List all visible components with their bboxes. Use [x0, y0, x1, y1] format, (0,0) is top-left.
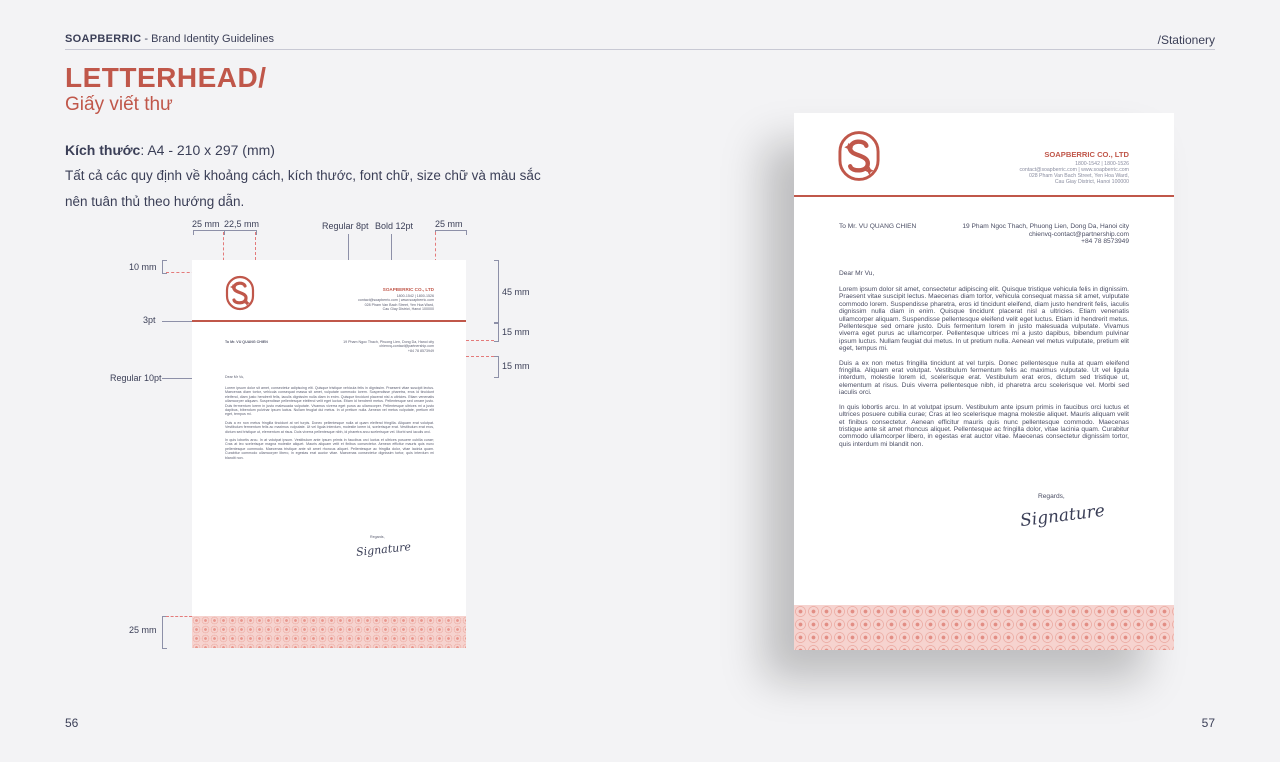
header-section: /Stationery: [1157, 33, 1215, 47]
company-contact-large: 1800-1542 | 1800-1526 contact@soapberric.com | www.soapberric.com 028 Pham Van Bach Street, Yen Hoa Ward, Cau Giay District, Hanoi 100000: [1019, 161, 1129, 185]
pattern-band-small: [192, 616, 466, 648]
pattern-band-large: [794, 605, 1174, 650]
page-number-left: 56: [65, 716, 79, 730]
header-rule-small: [192, 320, 466, 322]
letterhead-small: [192, 260, 466, 648]
body-large: Lorem ipsum dolor sit amet, consectetur adipiscing elit. Quisque tristique vehicula felis in dignissim. Praesent vitae suscipit lectus. Maecenas diam tortor, vehicula consequat massa sit amet, vulputate commodo lorem. Suspendisse pharetra, eros id tincidunt eleifend, diam justo hendrerit felis, iaculis dignissim nulla diam in enim. Quisque tincidunt placerat nisl a ultricies. Etiam venenatis ullamcorper aliquam. Suspendisse pellentesque eleifend velit eget luctus. Etiam id hendrerit metus. Pellentesque sed ornare justo. Duis fermentum lorem in justo malesuada vulputate. Vivamus viverra eget purus ac ullamcorper. Pellentesque ultrices mi a justo dapibus, bibendum pulvinar ipsum luctus. Nullam feugiat dui metus. In ut pretium nulla. Aenean vel metus vulputate, pretium elit eget, tempus mi. Duis a ex non metus fringilla tincidunt at vel turpis. Donec pellentesque nulla at quam eleifend fringilla. Aliquam erat volutpat. Vestibulum fermentum felis ac maximus vulputate. Ut vel ligula interdum, molestie lorem id, scelerisque erat. Vestibulum erat eros, dictum sed tristique ut, elementum at risus. Duis viverra pellentesque nibh, id pharetra arcu scelerisque vel. Morbi sed iaculis orci. In quis lobortis arcu. In at volutpat ipsum. Vestibulum ante ipsum primis in faucibus orci luctus et ultrices posuere cubilia curae; Cras at leo scelerisque magna molestie aliquet. Mauris aliquam velit et finibus consectetur. Aenean efficitur mauris quis nunc pellentesque commodo. Maecenas tristique ante sit amet rhoncus aliquet. Pellentesque ac fringilla dolor, vitae lacinia quam. Curabitur commodo ullamcorper libero, in egestas erat auctor vitae. Maecenas consectetur dignissim tortor, quis interdum mi blandit non.: [839, 286, 1129, 448]
soapberric-logo-small: [225, 275, 255, 311]
dim-right-15a: 15 mm: [502, 327, 530, 337]
dim-left-regular-10pt: Regular 10pt: [110, 373, 162, 383]
regards-large: Regards,: [1038, 493, 1065, 500]
dim-left-10: 10 mm: [129, 262, 157, 272]
company-name-small: SOAPBERRIC CO., LTD: [382, 287, 434, 292]
bracket-top-22-5: [224, 230, 257, 235]
header-divider: [65, 49, 1215, 50]
guide-v-3: [435, 232, 436, 262]
bracket-top-25: [193, 230, 225, 235]
recipient-address-small: 19 Pham Ngoc Thach, Phuong Lien, Dong Da, Hanoi city chienvq-contact@partnership.com +84 78 8573949: [343, 340, 434, 353]
recipient-name-large: To Mr. VU QUANG CHIEN: [839, 223, 917, 230]
dim-top-right-25: 25 mm: [435, 219, 463, 229]
bracket-top-right-25: [435, 230, 467, 235]
soapberric-logo-large: [837, 128, 881, 184]
bracket-right-45: [494, 260, 499, 324]
header-rule-large: [794, 195, 1174, 197]
page-subtitle: Giấy viết thư: [65, 94, 173, 115]
company-name-large: SOAPBERRIC CO., LTD: [1044, 150, 1129, 159]
recipient-name-small: To Mr. VU QUANG CHIEN: [225, 340, 268, 344]
dim-bold-12pt: Bold 12pt: [375, 221, 414, 231]
dim-left-3pt: 3pt: [143, 315, 156, 325]
recipient-address-large: 19 Pham Ngoc Thach, Phuong Lien, Dong Da, Hanoi city chienvq-contact@partnership.com +84 78 8573949: [962, 223, 1129, 246]
company-contact-small: 1800-1542 | 1800-1526 contact@soapberric.com | www.soapberric.com 028 Pham Van Bach Street, Yen Hoa Ward, Cau Giay District, Hanoi 100000: [358, 294, 434, 312]
dim-regular-8pt: Regular 8pt: [322, 221, 369, 231]
greeting-large: Dear Mr Vu,: [839, 270, 875, 277]
description-line-2: nên tuân thủ theo hướng dẫn.: [65, 194, 245, 209]
signature-small: Signature: [355, 540, 412, 559]
dim-top-25: 25 mm: [192, 219, 220, 229]
signature-large: Signature: [1019, 500, 1106, 532]
bracket-right-15b: [494, 356, 499, 378]
page-number-right: 57: [1201, 716, 1215, 730]
header-brand: SOAPBERRIC - Brand Identity Guidelines: [65, 33, 275, 45]
letterhead-large: [794, 113, 1174, 650]
dim-left-25: 25 mm: [129, 625, 157, 635]
guide-h-r1: [466, 340, 494, 341]
greeting-small: Dear Mr Vu,: [225, 375, 245, 379]
description-line-1: Tất cả các quy định về khoảng cách, kích thước, font chữ, size chữ và màu sắc: [65, 168, 541, 183]
dim-right-45: 45 mm: [502, 287, 530, 297]
body-small: Lorem ipsum dolor sit amet, consectetur adipiscing elit. Quisque tristique vehicula felis in dignissim. Praesent vitae suscipit lectus. Maecenas diam tortor, vehicula consequat massa sit amet, vulputate commodo lorem. Suspendisse pharetra, eros id tincidunt eleifend, diam justo hendrerit felis, iaculis dignissim nulla diam in enim. Quisque tincidunt placerat nisl a ultricies. Etiam venenatis ullamcorper aliquam. Suspendisse pellentesque eleifend velit eget luctus. Etiam id hendrerit metus. Pellentesque sed ornare justo. Duis fermentum lorem in justo malesuada vulputate. Vivamus viverra eget purus ac ullamcorper. Pellentesque ultrices mi a justo dapibus, bibendum pulvinar ipsum luctus. Nullam feugiat dui metus. In ut pretium nulla. Aenean vel metus vulputate, pretium elit eget, tempus mi. Duis a ex non metus fringilla tincidunt at vel turpis. Donec pellentesque nulla at quam eleifend fringilla. Aliquam erat volutpat. Vestibulum fermentum felis ac maximus vulputate. Ut vel ligula interdum, molestie lorem id, scelerisque erat. Vestibulum erat eros, dictum sed tristique ut, elementum at risus. Duis viverra pellentesque nibh, id pharetra arcu scelerisque vel. Morbi sed iaculis orci. In quis lobortis arcu. In at volutpat ipsum. Vestibulum ante ipsum primis in faucibus orci luctus et ultrices posuere cubilia curae; Cras at leo scelerisque magna molestie aliquet. Mauris aliquam velit et finibus consectetur. Aenean efficitur mauris quis nunc pellentesque commodo. Maecenas tristique ante sit amet rhoncus aliquet. Pellentesque ac fringilla dolor, vitae lacinia quam. Curabitur commodo ullamcorper libero, in egestas erat auctor vitae. Maecenas consectetur dignissim tortor, quis interdum mi blandit non.: [225, 386, 434, 460]
guide-h-25: [166, 616, 192, 617]
dim-right-15b: 15 mm: [502, 361, 530, 371]
bracket-right-15a: [494, 322, 499, 342]
bracket-left-25: [162, 616, 167, 649]
dim-top-22-5: 22,5 mm: [224, 219, 260, 229]
page-title: LETTERHEAD/: [65, 62, 267, 93]
pointer-3pt: [162, 321, 192, 322]
size-spec: Kích thước: A4 - 210 x 297 (mm): [65, 142, 275, 158]
regards-small: Regards,: [370, 535, 385, 539]
